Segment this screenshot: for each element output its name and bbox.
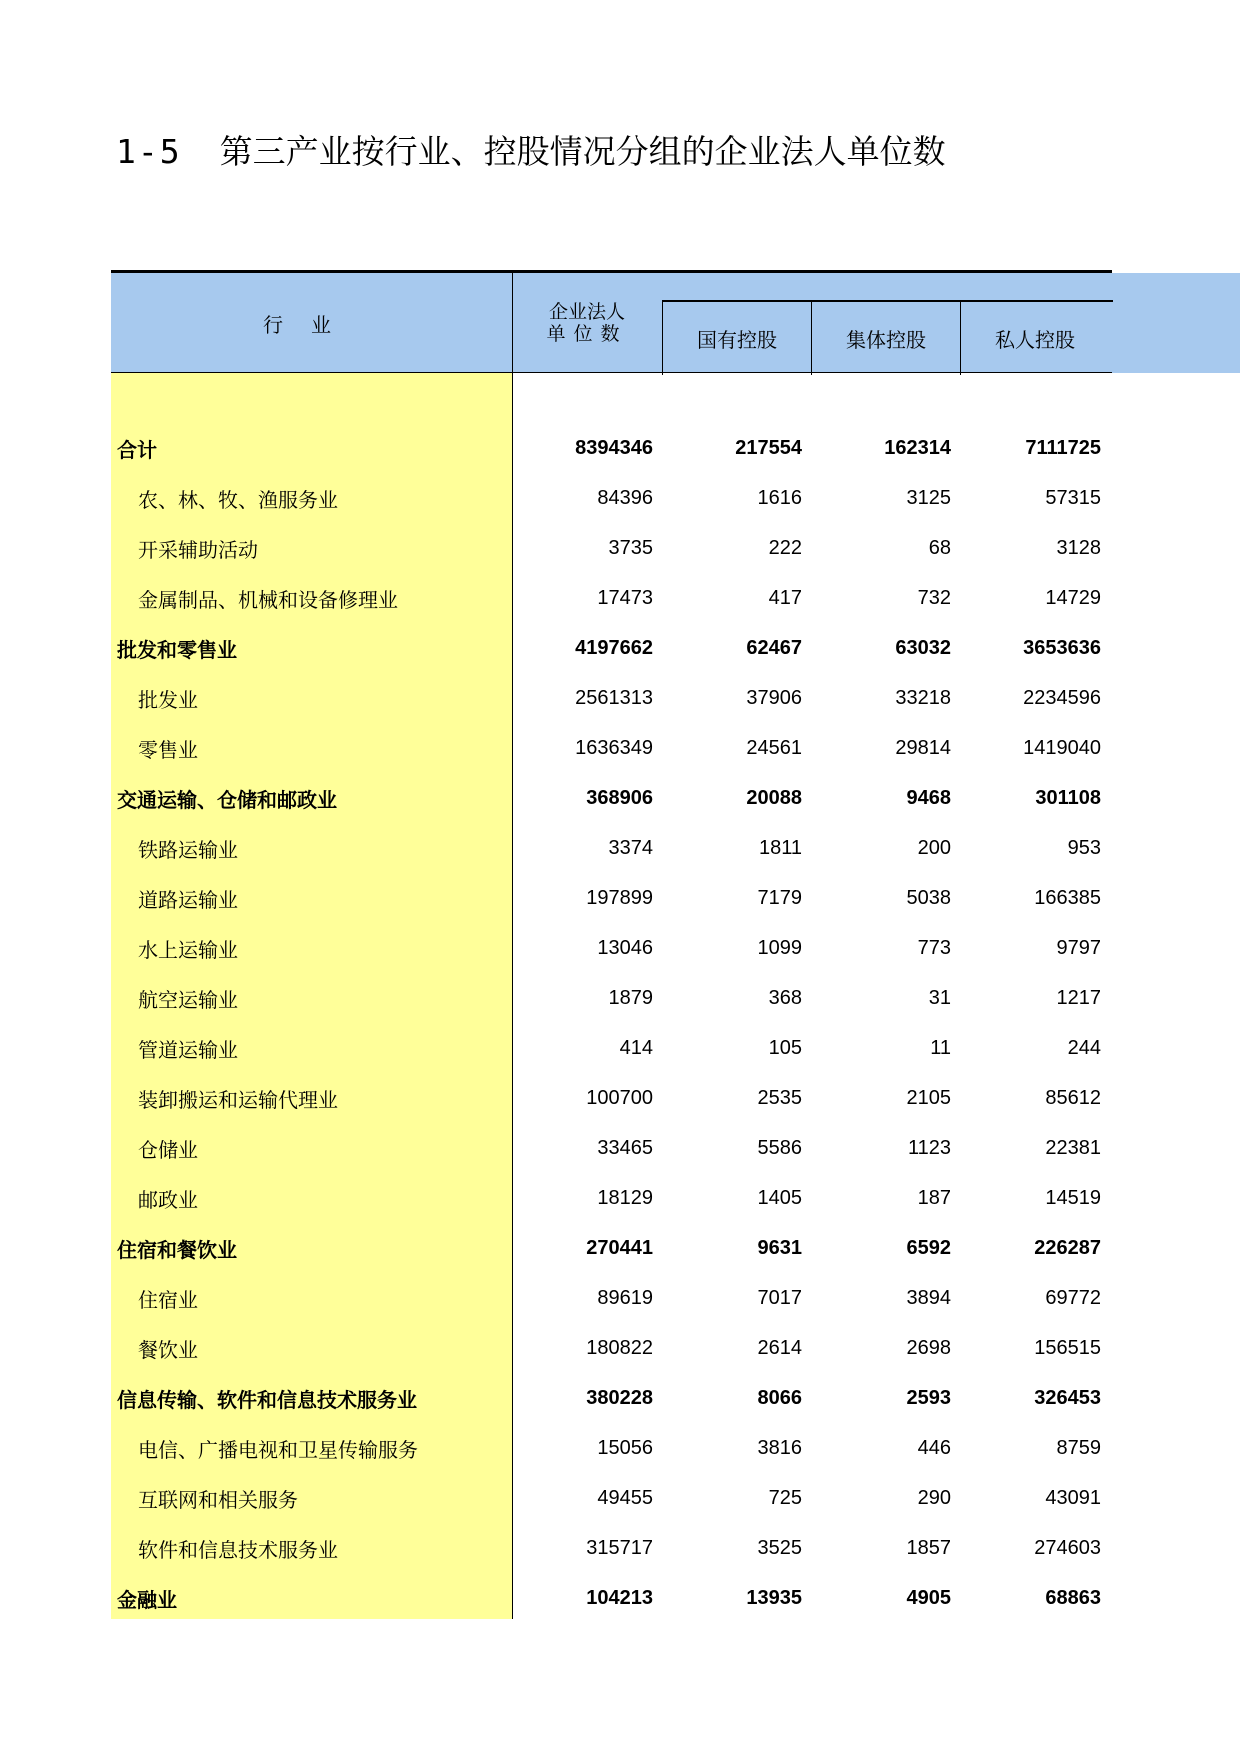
row-total-value: 84396: [597, 486, 653, 509]
table-row: [111, 1123, 1112, 1173]
row-industry-name: 信息传输、软件和信息技术服务业: [117, 1387, 417, 1412]
row-collective-value: 2698: [906, 1336, 951, 1359]
row-private-value: 69772: [1045, 1286, 1101, 1309]
row-state-value: 9631: [757, 1236, 802, 1259]
row-state-value: 24561: [746, 736, 802, 759]
row-total-value: 1636349: [575, 736, 653, 759]
row-private-value: 57315: [1045, 486, 1101, 509]
header-private-controlled: 私人控股: [960, 302, 1109, 375]
row-private-value: 3128: [1056, 536, 1101, 559]
row-collective-value: 11: [930, 1036, 951, 1059]
row-state-value: 222: [768, 536, 802, 559]
table-row: [111, 673, 1112, 723]
table-body: [111, 423, 1112, 1623]
row-private-value: 8759: [1056, 1436, 1101, 1459]
row-collective-value: 6592: [906, 1236, 951, 1259]
table-row: [111, 973, 1112, 1023]
row-private-value: 244: [1067, 1036, 1101, 1059]
row-collective-value: 732: [917, 586, 951, 609]
page-title: [116, 126, 946, 173]
row-industry-name: 软件和信息技术服务业: [138, 1537, 338, 1562]
row-private-value: 274603: [1034, 1536, 1101, 1559]
row-private-value: 85612: [1045, 1086, 1101, 1109]
table-number: 1-5: [116, 132, 182, 171]
row-state-value: 2614: [757, 1336, 802, 1359]
table-row: [111, 873, 1112, 923]
row-total-value: 2561313: [575, 686, 653, 709]
header-total: [513, 273, 661, 373]
table-row: [111, 923, 1112, 973]
row-industry-name: 农、林、牧、渔服务业: [138, 487, 338, 512]
row-total-value: 414: [619, 1036, 653, 1059]
row-total-value: 13046: [597, 936, 653, 959]
row-industry-name: 邮政业: [138, 1187, 198, 1212]
row-industry-name: 金属制品、机械和设备修理业: [138, 587, 398, 612]
row-state-value: 1616: [757, 486, 802, 509]
row-total-value: 17473: [597, 586, 653, 609]
table-row: [111, 1373, 1112, 1423]
row-private-value: 3653636: [1023, 636, 1101, 659]
table-row: [111, 573, 1112, 623]
row-industry-name: 航空运输业: [138, 987, 238, 1012]
table-row: [111, 523, 1112, 573]
table-row: [111, 473, 1112, 523]
row-private-value: 2234596: [1023, 686, 1101, 709]
row-industry-name: 住宿业: [138, 1287, 198, 1312]
row-total-value: 104213: [586, 1586, 653, 1609]
row-private-value: 7111725: [1025, 436, 1101, 459]
row-industry-name: 开采辅助活动: [138, 537, 258, 562]
row-industry-name: 装卸搬运和运输代理业: [138, 1087, 338, 1112]
row-industry-name: 零售业: [138, 737, 198, 762]
row-collective-value: 2105: [906, 1086, 951, 1109]
header-state-controlled: 国有控股: [662, 302, 811, 375]
row-state-value: 105: [768, 1036, 802, 1059]
row-private-value: 14519: [1045, 1186, 1101, 1209]
row-industry-name: 批发和零售业: [117, 637, 237, 662]
row-industry-name: 金融业: [117, 1587, 177, 1612]
header-total-line1: 企业法人: [548, 301, 625, 323]
row-state-value: 1405: [757, 1186, 802, 1209]
row-industry-name: 交通运输、仓储和邮政业: [117, 787, 337, 812]
row-collective-value: 31: [928, 986, 951, 1009]
row-collective-value: 2593: [906, 1386, 951, 1409]
row-industry-name: 水上运输业: [138, 937, 238, 962]
row-collective-value: 9468: [906, 786, 951, 809]
header-total-line2: 单位数: [546, 323, 628, 345]
row-industry-name: 仓储业: [138, 1137, 198, 1162]
row-total-value: 180822: [586, 1336, 653, 1359]
row-private-value: 22381: [1045, 1136, 1101, 1159]
row-private-value: 326453: [1034, 1386, 1101, 1409]
row-industry-name: 道路运输业: [138, 887, 238, 912]
table-row: [111, 1423, 1112, 1473]
table-row: [111, 1273, 1112, 1323]
row-total-value: 49455: [597, 1486, 653, 1509]
row-industry-name: 电信、广播电视和卫星传输服务: [138, 1437, 418, 1462]
table-title: 第三产业按行业、控股情况分组的企业法人单位数: [219, 132, 946, 171]
table-row: [111, 1173, 1112, 1223]
row-industry-name: 合计: [117, 437, 157, 462]
row-collective-value: 773: [917, 936, 951, 959]
row-state-value: 1811: [758, 836, 802, 859]
row-private-value: 43091: [1045, 1486, 1101, 1509]
row-state-value: 62467: [746, 636, 802, 659]
row-collective-value: 63032: [895, 636, 951, 659]
table-row: [111, 1023, 1112, 1073]
row-collective-value: 200: [917, 836, 951, 859]
row-collective-value: 1123: [907, 1136, 951, 1159]
table-row: [111, 1573, 1112, 1623]
row-total-value: 368906: [586, 786, 653, 809]
row-total-value: 15056: [597, 1436, 653, 1459]
row-private-value: 226287: [1034, 1236, 1101, 1259]
row-industry-name: 管道运输业: [138, 1037, 238, 1062]
row-total-value: 197899: [586, 886, 653, 909]
row-collective-value: 3894: [906, 1286, 951, 1309]
row-total-value: 33465: [597, 1136, 653, 1159]
row-private-value: 166385: [1034, 886, 1101, 909]
row-collective-value: 187: [917, 1186, 951, 1209]
header-ownership-group: [662, 300, 1113, 375]
row-state-value: 13935: [746, 1586, 802, 1609]
row-collective-value: 1857: [906, 1536, 951, 1559]
row-state-value: 8066: [757, 1386, 802, 1409]
table-row: [111, 623, 1112, 673]
row-total-value: 380228: [586, 1386, 653, 1409]
row-total-value: 4197662: [575, 636, 653, 659]
row-total-value: 8394346: [575, 436, 653, 459]
row-state-value: 417: [768, 586, 802, 609]
row-collective-value: 446: [917, 1436, 951, 1459]
row-collective-value: 290: [917, 1486, 951, 1509]
table-row: [111, 823, 1112, 873]
row-state-value: 3525: [757, 1536, 802, 1559]
row-collective-value: 29814: [895, 736, 951, 759]
row-collective-value: 33218: [895, 686, 951, 709]
row-industry-name: 互联网和相关服务: [138, 1487, 298, 1512]
row-state-value: 2535: [757, 1086, 802, 1109]
row-total-value: 18129: [597, 1186, 653, 1209]
row-state-value: 1099: [757, 936, 802, 959]
row-private-value: 1217: [1056, 986, 1101, 1009]
table-row: [111, 1523, 1112, 1573]
row-total-value: 1879: [608, 986, 653, 1009]
row-state-value: 3816: [757, 1436, 802, 1459]
row-total-value: 3374: [608, 836, 653, 859]
row-state-value: 368: [768, 986, 802, 1009]
row-state-value: 725: [768, 1486, 802, 1509]
row-private-value: 156515: [1034, 1336, 1101, 1359]
row-total-value: 3735: [608, 536, 653, 559]
row-total-value: 100700: [586, 1086, 653, 1109]
table-row: [111, 1473, 1112, 1523]
row-private-value: 953: [1067, 836, 1101, 859]
row-industry-name: 餐饮业: [138, 1337, 198, 1362]
header-collective-controlled: 集体控股: [811, 302, 960, 375]
table-row: [111, 723, 1112, 773]
row-collective-value: 4905: [906, 1586, 951, 1609]
table-header: [111, 273, 1240, 373]
table-row: [111, 1223, 1112, 1273]
row-collective-value: 68: [928, 536, 951, 559]
row-industry-name: 批发业: [138, 687, 198, 712]
row-state-value: 217554: [735, 436, 802, 459]
row-private-value: 14729: [1045, 586, 1101, 609]
header-divider: [512, 273, 513, 373]
row-state-value: 37906: [746, 686, 802, 709]
table-row: [111, 773, 1112, 823]
row-total-value: 315717: [586, 1536, 653, 1559]
header-industry: 行业: [263, 312, 359, 337]
row-state-value: 7179: [757, 886, 802, 909]
row-collective-value: 5038: [906, 886, 951, 909]
row-state-value: 20088: [746, 786, 802, 809]
table-row: [111, 1323, 1112, 1373]
row-private-value: 301108: [1035, 786, 1101, 809]
table-row: [111, 1073, 1112, 1123]
row-state-value: 5586: [757, 1136, 802, 1159]
row-private-value: 68863: [1045, 1586, 1101, 1609]
row-collective-value: 3125: [906, 486, 951, 509]
table-row: [111, 423, 1112, 473]
row-private-value: 9797: [1056, 936, 1101, 959]
row-industry-name: 铁路运输业: [138, 837, 238, 862]
row-total-value: 89619: [597, 1286, 653, 1309]
row-private-value: 1419040: [1023, 736, 1101, 759]
row-industry-name: 住宿和餐饮业: [117, 1237, 237, 1262]
row-total-value: 270441: [586, 1236, 653, 1259]
row-state-value: 7017: [757, 1286, 802, 1309]
row-collective-value: 162314: [884, 436, 951, 459]
